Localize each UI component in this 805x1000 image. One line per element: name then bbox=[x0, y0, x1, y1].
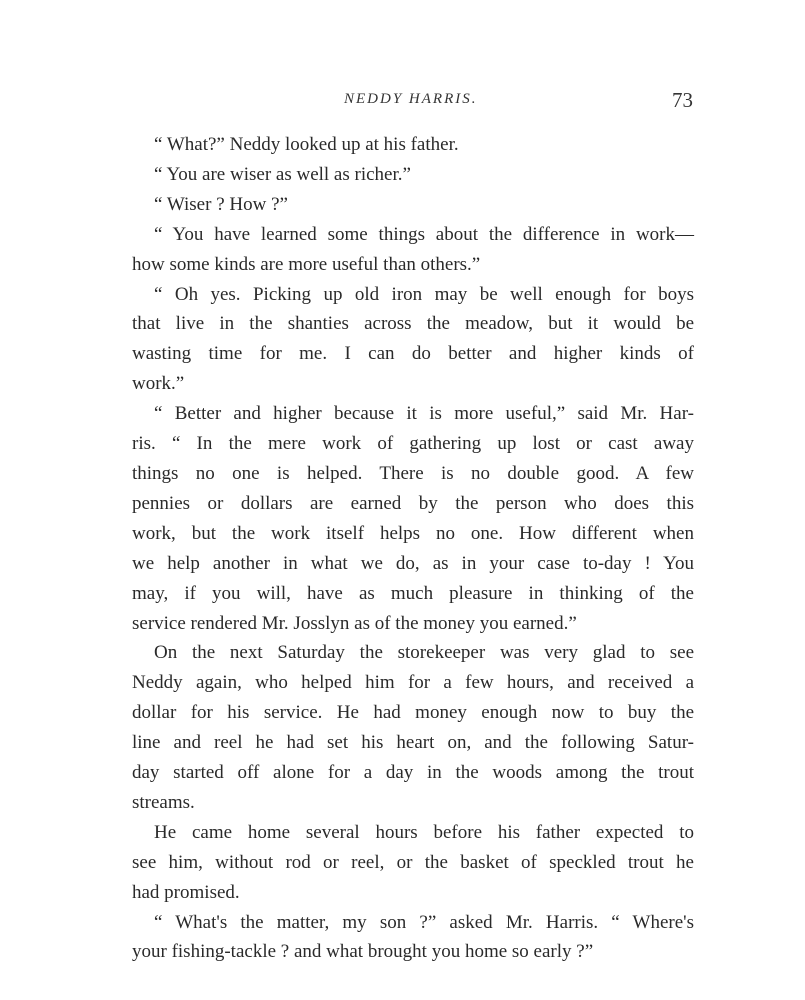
text-line: things no one is helped. There is no double good. A few bbox=[132, 462, 694, 484]
text-line: “ Better and higher because it is more useful,” said Mr. Har- bbox=[154, 403, 694, 425]
text-line: ris. “ In the mere work of gathering up lost or cast away bbox=[132, 433, 694, 455]
running-title: NEDDY HARRIS. bbox=[344, 91, 478, 107]
text-line: “ Oh yes. Picking up old iron may be well enough for boys bbox=[154, 283, 694, 305]
text-line: “ You have learned some things about the difference in work— bbox=[154, 223, 694, 245]
text-line: work.” bbox=[132, 373, 185, 395]
running-head bbox=[0, 88, 805, 118]
text-line: pennies or dollars are earned by the person who does this bbox=[132, 492, 694, 514]
text-line: wasting time for me. I can do better and higher kinds of bbox=[132, 343, 694, 365]
text-line: had promised. bbox=[132, 881, 240, 903]
text-line: line and reel he had set his heart on, and the following Satur- bbox=[132, 732, 694, 754]
text-line: dollar for his service. He had money enough now to buy the bbox=[132, 702, 694, 724]
text-line: On the next Saturday the storekeeper was very glad to see bbox=[154, 642, 694, 664]
text-line: streams. bbox=[132, 791, 195, 813]
text-line: He came home several hours before his father expected to bbox=[154, 821, 694, 843]
text-line: your fishing-tackle ? and what brought you home so early ?” bbox=[132, 941, 594, 963]
text-line: service rendered Mr. Josslyn as of the money you earned.” bbox=[132, 612, 577, 634]
text-line: we help another in what we do, as in your case to-day ! You bbox=[132, 552, 694, 574]
text-line: how some kinds are more useful than others.” bbox=[132, 253, 481, 275]
text-line: that live in the shanties across the meadow, but it would be bbox=[132, 313, 694, 335]
body-text bbox=[132, 130, 694, 967]
text-line: Neddy again, who helped him for a few hours, and received a bbox=[132, 672, 694, 694]
text-line: day started off alone for a day in the woods among the trout bbox=[132, 762, 694, 784]
text-line: work, but the work itself helps no one. How different when bbox=[132, 522, 694, 544]
text-line: “ Wiser ? How ?” bbox=[154, 193, 288, 215]
text-line: “ You are wiser as well as richer.” bbox=[154, 163, 411, 185]
text-line: see him, without rod or reel, or the basket of speckled trout he bbox=[132, 851, 694, 873]
text-line: “ What's the matter, my son ?” asked Mr. Harris. “ Where's bbox=[154, 911, 694, 933]
text-line: may, if you will, have as much pleasure in thinking of the bbox=[132, 582, 694, 604]
page-number: 73 bbox=[672, 88, 693, 112]
text-line: “ What?” Neddy looked up at his father. bbox=[154, 134, 459, 155]
